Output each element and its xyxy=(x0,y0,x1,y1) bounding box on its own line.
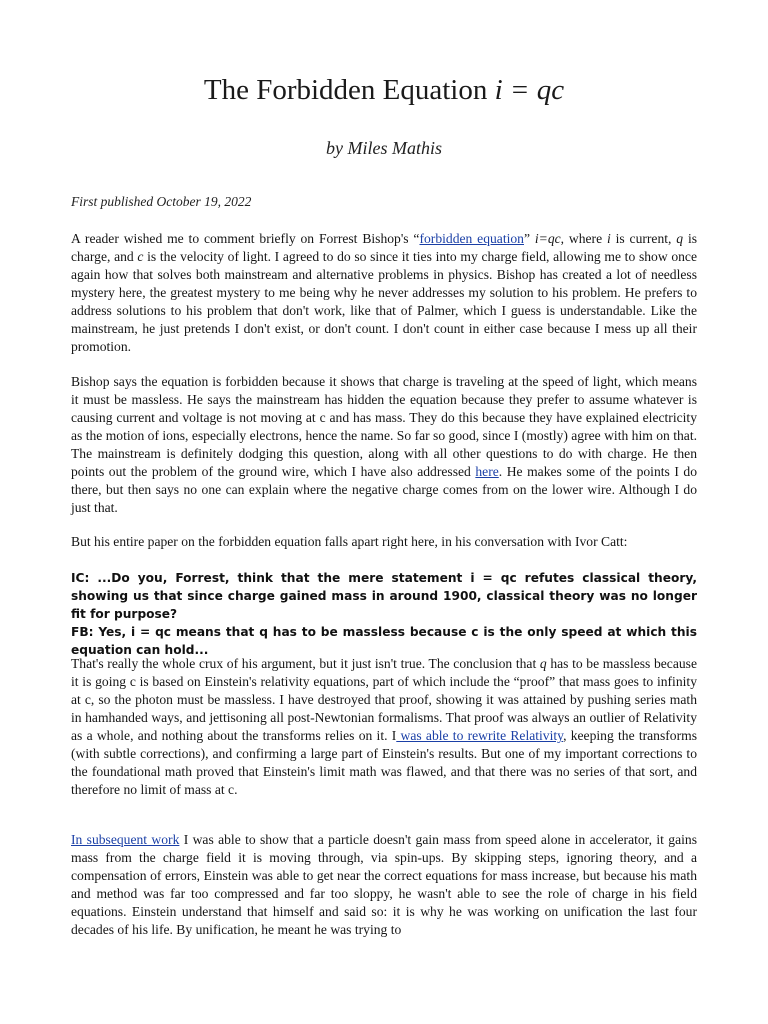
p1-text-3: , where xyxy=(560,231,607,246)
p4-text-3: , keeping the transforms (with subtle corrections), and confirming a large part of Einstein's results. But one of my important corrections to the foundational math proved that Einstein's limit math was flawed, and that there was no series of that sort, and therefore no limit of mass at c. xyxy=(71,728,697,797)
paragraph-intro xyxy=(71,230,697,356)
here-link[interactable]: here xyxy=(475,464,499,479)
p1-var-c: c xyxy=(137,249,144,264)
quote-fb-line: FB: Yes, i = qc means that q has to be massless because c is the only speed at which this equation can hold... xyxy=(71,625,697,657)
publication-date: First published October 19, 2022 xyxy=(71,194,252,209)
paragraph-catt-intro: But his entire paper on the forbidden equation falls apart right here, in his conversation with Ivor Catt: xyxy=(71,534,628,549)
p1-text-6: is the velocity of light. I agreed to do so since it ties into my charge field, allowing me to show once again how that solves both mainstream and alternative problems in physics. Bishop has created a lot of needless mystery here, the greatest mystery to me being why he never addresses my solution to his problem. He prefers to address solutions to his problem that don't work, like that of Palmer, which I guess is understandable. Like the mainstream, he just pretends I don't exist, or don't count. I don't count in either case because I mess up all their promotion. xyxy=(71,249,697,354)
p1-text-4: is current, xyxy=(610,231,677,246)
byline: by Miles Mathis xyxy=(326,138,442,158)
rewrite-relativity-link[interactable]: was able to rewrite Relativity xyxy=(396,728,564,743)
conversation-quote xyxy=(71,569,697,659)
p4-text-2: has to be massless because it is going c is based on Einstein's relativity equations, part of which include the “proof” that mass goes to infinity at c, so the photon must be massless. I have destroyed that proof, showing it was attained by pushing series math in hamhanded ways, and jettisoning all post-Newtonian formalisms. That proof was always an outlier of Relativity as a whole, and nothing about the transforms relies on it. I xyxy=(71,656,697,743)
quote-ic-line: IC: ...Do you, Forrest, think that the mere statement i = qc refutes classical theory, showing us that since charge gained mass in around 1900, classical theory was no longer fit for purpose? xyxy=(71,571,697,621)
page-title xyxy=(0,72,768,108)
paragraph-crux xyxy=(71,655,697,799)
p4-var-q: q xyxy=(539,656,547,671)
forbidden-equation-link[interactable]: forbidden equation xyxy=(419,231,524,246)
p2-text-1: Bishop says the equation is forbidden because it shows that charge is traveling at the speed of light, which means it must be massless. He says the mainstream has hidden the equation because they prefer to assume whatever is causing current and voltage is not moving at c and has mass. They do this because they have explained electricity as the motion of ions, especially electrons, hence the name. So far so good, since I (mostly) agree with him on that. The mainstream is definitely dodging this question, along with all other questions to do with charge. He then points out the problem of the ground wire, which I have also addressed xyxy=(71,374,697,479)
p1-text-2: ” xyxy=(523,231,535,246)
p5-text-1: I was able to show that a particle doesn't gain mass from speed alone in accelerator, it gains mass from the charge field it is moving through, via spin-ups. By skipping steps, ignoring theory, and a compensation of errors, Einstein was able to get near the correct equations for mass increase, but because his math and method was far too compressed and far too sloppy, he wasn't able to see the role of charge in his field equations. Einstein understand that himself and said so: it is why he was working on unification the last four decades of his life. By unification, he meant he was trying to xyxy=(71,832,697,937)
p1-equation: i=qc xyxy=(534,231,561,246)
paragraph-bishop xyxy=(71,373,697,517)
p4-text-1: That's really the whole crux of his argument, but it just isn't true. The conclusion that xyxy=(71,656,540,671)
subsequent-work-link[interactable]: In subsequent work xyxy=(71,832,180,847)
paragraph-subsequent xyxy=(71,831,697,939)
p1-text-5: is charge, and xyxy=(71,231,698,264)
title-equation: i = qc xyxy=(494,74,565,106)
p2-text-2: . He makes some of the points I do there, but then says no one can explain where the negative charge comes from on the lower wire. Although I do just that. xyxy=(71,464,697,515)
p1-var-i: i xyxy=(606,231,611,246)
title-text: The Forbidden Equation xyxy=(203,74,495,106)
p1-var-q: q xyxy=(676,231,684,246)
p1-text-1: A reader wished me to comment briefly on Forrest Bishop's “ xyxy=(71,231,420,246)
